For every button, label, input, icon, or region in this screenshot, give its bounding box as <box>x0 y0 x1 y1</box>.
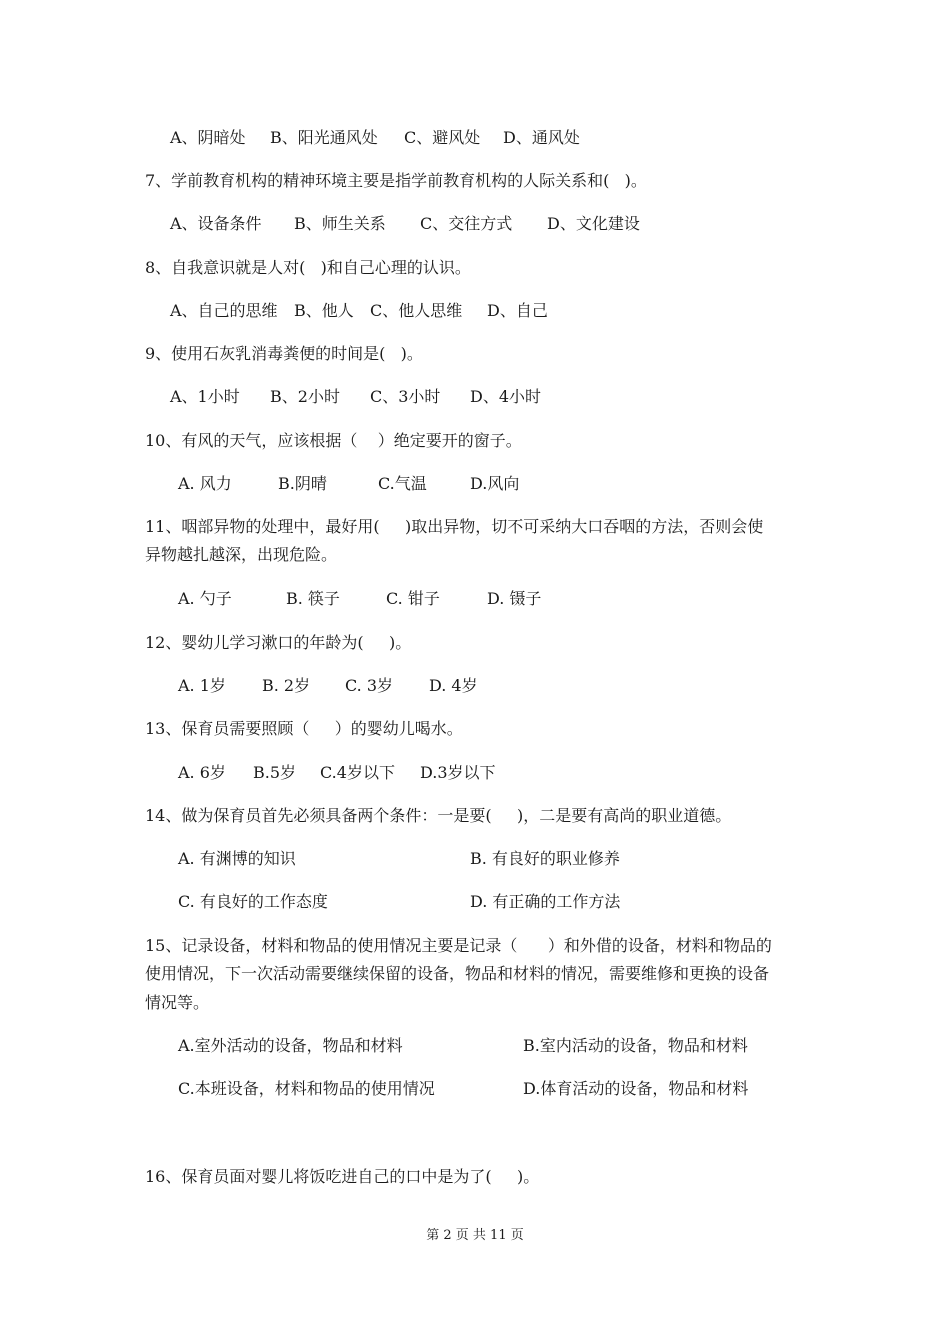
q15-stem-line3: 情况等。 <box>145 993 210 1012</box>
q6-option-c: C、避风处 <box>404 128 481 147</box>
q12-option-c: C. 3岁 <box>345 676 394 695</box>
q13-option-c: C.4岁以下 <box>320 763 395 782</box>
q11-option-d: D. 镊子 <box>487 589 542 608</box>
q7-option-a: A、设备条件 <box>170 214 262 233</box>
q8-option-d: D、自己 <box>487 301 548 320</box>
q16-stem: 16、保育员面对婴儿将饭吃进自己的口中是为了( )。 <box>145 1167 540 1186</box>
q12-option-d: D. 4岁 <box>429 676 478 695</box>
q6-option-b: B、阳光通风处 <box>270 128 378 147</box>
q11-option-a: A. 勺子 <box>178 589 232 608</box>
q8-option-a: A、自己的思维 <box>170 301 278 320</box>
page-number: 第 2 页 共 11 页 <box>426 1228 524 1243</box>
q9-option-c: C、3小时 <box>370 387 441 406</box>
q10-option-b: B.阴晴 <box>278 474 327 493</box>
q15-stem-line2: 使用情况，下一次活动需要继续保留的设备，物品和材料的情况，需要维修和更换的设备 <box>145 964 770 983</box>
q7-option-d: D、文化建设 <box>547 214 640 233</box>
q13-option-d: D.3岁以下 <box>420 763 496 782</box>
q8-option-c: C、他人思维 <box>370 301 463 320</box>
q9-option-b: B、2小时 <box>270 387 340 406</box>
q9-option-d: D、4小时 <box>470 387 542 406</box>
q12-option-a: A. 1岁 <box>178 676 226 695</box>
q15-option-b: B.室内活动的设备，物品和材料 <box>523 1036 748 1055</box>
q14-option-b: B. 有良好的职业修养 <box>470 849 620 868</box>
q6-option-d: D、通风处 <box>503 128 580 147</box>
q11-stem-line2: 异物越扎越深，出现危险。 <box>145 545 338 564</box>
q13-option-b: B.5岁 <box>253 763 297 782</box>
q15-stem-line1: 15、记录设备，材料和物品的使用情况主要是记录（ ）和外借的设备，材料和物品的 <box>145 936 772 955</box>
q9-stem: 9、使用石灰乳消毒粪便的时间是( )。 <box>145 344 423 363</box>
q7-stem: 7、学前教育机构的精神环境主要是指学前教育机构的人际关系和( )。 <box>145 171 647 190</box>
q11-stem-line1: 11、咽部异物的处理中，最好用( )取出异物，切不可采纳大口吞咽的方法，否则会使 <box>145 517 764 536</box>
q8-stem: 8、自我意识就是人对( )和自己心理的认识。 <box>145 258 471 277</box>
q13-option-a: A. 6岁 <box>178 763 226 782</box>
q6-option-a: A、阴暗处 <box>170 128 246 147</box>
q14-stem: 14、做为保育员首先必须具备两个条件：一是要( )，二是要有高尚的职业道德。 <box>145 806 732 825</box>
q7-option-c: C、交往方式 <box>420 214 513 233</box>
q12-option-b: B. 2岁 <box>262 676 311 695</box>
q12-stem: 12、婴幼儿学习漱口的年龄为( )。 <box>145 633 412 652</box>
q10-option-a: A. 风力 <box>178 474 232 493</box>
q10-stem: 10、有风的天气，应该根据（ ）绝定要开的窗子。 <box>145 431 522 450</box>
q10-option-d: D.风向 <box>470 474 520 493</box>
q8-option-b: B、他人 <box>294 301 354 320</box>
q11-option-c: C. 钳子 <box>386 589 440 608</box>
q13-stem: 13、保育员需要照顾（ ）的婴幼儿喝水。 <box>145 719 463 738</box>
q15-option-a: A.室外活动的设备，物品和材料 <box>178 1036 403 1055</box>
q14-option-d: D. 有正确的工作方法 <box>470 892 621 911</box>
q15-option-d: D.体育活动的设备，物品和材料 <box>523 1079 749 1098</box>
q14-option-a: A. 有渊博的知识 <box>178 849 296 868</box>
q10-option-c: C.气温 <box>378 474 427 493</box>
q14-option-c: C. 有良好的工作态度 <box>178 892 328 911</box>
q15-option-c: C.本班设备，材料和物品的使用情况 <box>178 1079 435 1098</box>
q9-option-a: A、1小时 <box>170 387 240 406</box>
q7-option-b: B、师生关系 <box>294 214 386 233</box>
q11-option-b: B. 筷子 <box>286 589 340 608</box>
